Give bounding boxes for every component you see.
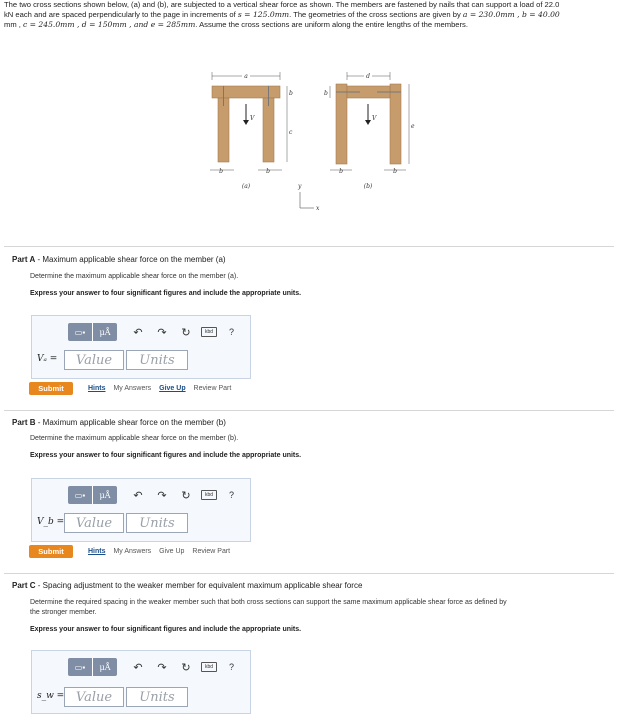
give-up-link[interactable]: Give Up xyxy=(159,385,186,392)
part-c-units-input[interactable]: Units xyxy=(126,687,188,707)
give-up-link[interactable]: Give Up xyxy=(159,548,185,555)
part-c-label: Part C xyxy=(12,581,36,590)
caption-b: (b) xyxy=(363,183,373,190)
problem-text: kN each and are spaced perpendicularly to the page in increments of xyxy=(4,10,238,19)
part-a-variable-label: Vₐ = xyxy=(37,354,58,364)
problem-statement xyxy=(4,0,628,30)
units-symbol-button[interactable]: μÅ xyxy=(93,486,117,504)
dim-e-label: e xyxy=(411,123,415,130)
dim-b-side-label: b xyxy=(324,90,328,97)
math-toolbar xyxy=(68,658,234,676)
reset-icon[interactable]: ↻ xyxy=(181,489,191,502)
part-b-units-input[interactable]: Units xyxy=(126,513,188,533)
part-a-answer-box xyxy=(31,315,251,379)
review-part-link[interactable]: Review Part xyxy=(193,385,232,392)
part-b-variable-label: V_b = xyxy=(37,517,65,527)
part-c-prompt: Determine the required spacing in the weaker member such that both cross sections can support the same maximum applicable shear force as defined by xyxy=(30,599,507,606)
problem-text: . The geometries of the cross sections are given by xyxy=(289,10,463,19)
dim-b-top-label: b xyxy=(289,90,293,97)
cross-section-a xyxy=(210,72,293,190)
dim-b-label: b xyxy=(266,168,270,175)
redo-icon[interactable]: ↷ xyxy=(157,489,167,502)
divider xyxy=(4,410,614,411)
part-b-label: Part B xyxy=(12,418,36,427)
undo-icon[interactable]: ↶ xyxy=(133,489,143,502)
units-symbol-button[interactable]: μÅ xyxy=(93,658,117,676)
template-button[interactable]: ▭▪ xyxy=(68,486,93,504)
part-c-prompt-continued: the stronger member. xyxy=(30,609,97,616)
hints-link[interactable]: Hints xyxy=(88,385,106,392)
dim-c-label: c xyxy=(289,129,293,136)
shear-force-arrowhead xyxy=(243,120,249,125)
redo-icon[interactable]: ↷ xyxy=(157,326,167,339)
cross-section-diagram xyxy=(190,62,450,222)
keyboard-icon[interactable]: kbd xyxy=(201,662,217,672)
hints-link[interactable]: Hints xyxy=(88,548,106,555)
cross-section-b xyxy=(324,72,415,190)
problem-text: . Assume the cross sections are uniform along the entire lengths of the members. xyxy=(195,20,468,29)
part-b-subtitle: - Maximum applicable shear force on the member (b) xyxy=(35,418,226,427)
shear-force-arrowhead xyxy=(365,120,371,125)
section-a-flange xyxy=(212,86,280,98)
coordinate-axes xyxy=(297,183,320,212)
dim-b-label: b xyxy=(393,168,397,175)
part-b-instruction: Express your answer to four significant figures and include the appropriate units. xyxy=(30,452,302,459)
help-icon[interactable]: ? xyxy=(229,490,235,500)
review-part-link[interactable]: Review Part xyxy=(192,548,231,555)
undo-icon[interactable]: ↶ xyxy=(133,661,143,674)
part-b-title xyxy=(12,418,226,427)
reset-icon[interactable]: ↻ xyxy=(181,661,191,674)
section-b-left-web xyxy=(336,84,347,164)
problem-line-1: The two cross sections shown below, (a) and (b), are subjected to a vertical shear force as shown. The members are fastened by nails that can support a load of 22.0 xyxy=(4,0,560,9)
template-button[interactable]: ▭▪ xyxy=(68,658,93,676)
part-a-value-input[interactable]: Value xyxy=(64,350,124,370)
help-icon[interactable]: ? xyxy=(229,327,235,337)
dim-a-label: a xyxy=(244,73,248,80)
part-a-submit-button[interactable]: Submit xyxy=(29,382,73,395)
section-b-right-web xyxy=(390,84,401,164)
dim-b-label: b xyxy=(219,168,223,175)
math-toolbar xyxy=(68,323,234,341)
shear-force-label: V xyxy=(250,115,255,122)
my-answers-link[interactable]: My Answers xyxy=(113,548,152,555)
redo-icon[interactable]: ↷ xyxy=(157,661,167,674)
axis-x-label: x xyxy=(316,205,320,212)
part-c-title xyxy=(12,581,362,590)
part-b-value-input[interactable]: Value xyxy=(64,513,124,533)
part-a-prompt: Determine the maximum applicable shear force on the member (a). xyxy=(30,273,239,280)
units-symbol-button[interactable]: μÅ xyxy=(93,323,117,341)
part-b-links xyxy=(88,548,236,555)
template-button[interactable]: ▭▪ xyxy=(68,323,93,341)
problem-line-3 xyxy=(4,20,628,30)
axis-y-label: y xyxy=(298,183,302,190)
section-a-right-web xyxy=(263,98,274,162)
part-c-variable-label: s_w = xyxy=(37,691,65,701)
problem-line-2 xyxy=(4,10,628,20)
dim-b-label: b xyxy=(339,168,343,175)
section-a-left-web xyxy=(218,98,229,162)
part-b-prompt: Determine the maximum applicable shear force on the member (b). xyxy=(30,435,239,442)
part-c-instruction: Express your answer to four significant figures and include the appropriate units. xyxy=(30,626,302,633)
part-a-links xyxy=(88,385,237,392)
undo-icon[interactable]: ↶ xyxy=(133,326,143,339)
part-a-label: Part A xyxy=(12,255,36,264)
shear-force-label: V xyxy=(372,115,377,122)
part-a-title xyxy=(12,255,226,264)
part-b-answer-box xyxy=(31,478,251,542)
spacing-value: s = 125.0mm xyxy=(237,10,290,19)
keyboard-icon[interactable]: kbd xyxy=(201,490,217,500)
geometry-values: c = 245.0mm , d = 150mm , and e = 285mm xyxy=(22,20,196,29)
divider xyxy=(4,573,614,574)
help-icon[interactable]: ? xyxy=(229,662,235,672)
problem-text: mm , xyxy=(4,20,23,29)
reset-icon[interactable]: ↻ xyxy=(181,326,191,339)
math-toolbar xyxy=(68,486,234,504)
dim-d-label: d xyxy=(366,73,370,80)
caption-a: (a) xyxy=(241,183,251,190)
geometry-values: a = 230.0mm , b = 40.00 xyxy=(462,10,560,19)
divider xyxy=(4,246,614,247)
part-c-subtitle: - Spacing adjustment to the weaker member for equivalent maximum applicable shear force xyxy=(35,581,363,590)
part-c-answer-box xyxy=(31,650,251,714)
part-a-instruction: Express your answer to four significant figures and include the appropriate units. xyxy=(30,290,302,297)
keyboard-icon[interactable]: kbd xyxy=(201,327,217,337)
part-a-units-input[interactable]: Units xyxy=(126,350,188,370)
part-a-subtitle: - Maximum applicable shear force on the member (a) xyxy=(35,255,226,264)
part-b-submit-button[interactable]: Submit xyxy=(29,545,73,558)
part-c-value-input[interactable]: Value xyxy=(64,687,124,707)
my-answers-link[interactable]: My Answers xyxy=(113,385,152,392)
